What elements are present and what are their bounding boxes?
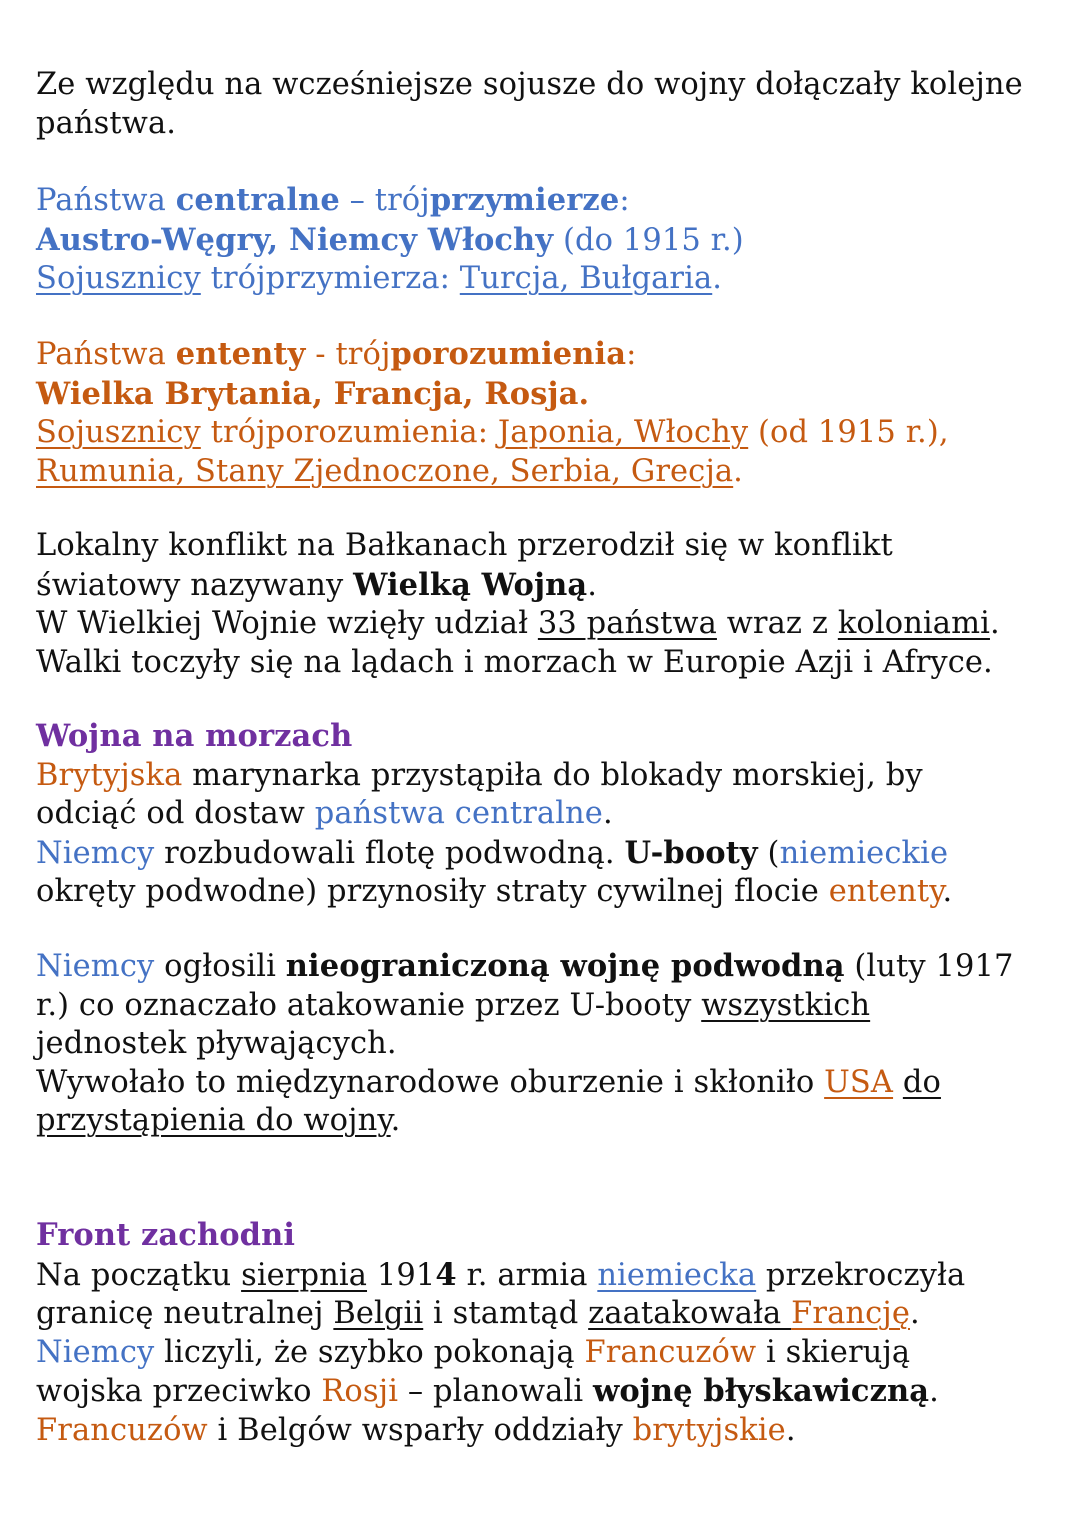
entente-term: ententy [175,336,306,372]
submarine-text: Wywołało to międzynarodowe oburzenie i skłoniło [36,1064,825,1100]
great-war-text: . [587,567,598,603]
u-boats-term: U-booty [624,834,758,871]
all-vessels-term: wszystkich [701,987,871,1023]
join-war-term: do [902,1064,941,1100]
russia-term: Rosji [321,1374,399,1409]
countries-count: 33 państwa [537,606,717,641]
sea-war-heading: Wojna na morzach [36,718,353,754]
central-text: – trój [339,183,430,218]
german-army-term: niemiecka [597,1257,757,1293]
triple-entente-term: porozumienia [390,336,627,372]
usa-term: USA [824,1064,894,1100]
submarine-text [893,1065,903,1100]
central-allies-text: trójprzymierza: [200,261,460,296]
great-war-term: Wielką Wojną [353,566,588,603]
central-allies-label: Sojusznicy [36,261,201,296]
entente-text: : [626,337,637,372]
french-term: Francuzów [36,1412,208,1448]
front-text: wojska przeciwko [36,1374,322,1409]
central-members-note: (do 1915 r.) [553,222,744,258]
front-text: liczyli, że szybko pokonają [154,1334,585,1370]
germany-term: Niemcy [36,1334,155,1370]
submarine-text: jednostek pływających. [36,1026,397,1061]
front-text: Na początku [36,1257,242,1293]
front-text: r. armia [456,1257,598,1293]
great-war-text: światowy nazywany [36,567,354,603]
attacked-term: zaatakowała [588,1296,792,1331]
front-text: – planowali [398,1374,593,1409]
great-war-paragraph [36,527,1046,682]
germany-term: Niemcy [36,949,155,984]
submarine-text: . [390,1103,401,1138]
front-text: i stamtąd [423,1296,589,1331]
entente-allies-end: . [733,453,743,489]
sea-war-text: okręty podwodne) przynosiły straty cywilnej flocie [36,874,829,909]
great-war-text: wraz z [716,606,838,641]
central-term: centralne [175,182,340,218]
front-text: . [785,1412,796,1448]
central-text: : [619,183,630,218]
intro-line-2: państwa. [36,105,177,141]
unrestricted-war-term: nieograniczoną wojnę podwodną [285,948,845,984]
german-term: niemieckie [779,835,949,871]
british-term: brytyjskie [632,1412,786,1448]
sea-war-text: odciąć od dostaw [36,796,315,831]
belgium-term: Belgii [333,1296,424,1331]
colonies-term: koloniami [837,606,990,641]
sea-war-text: marynarka przystąpiła do blokady morskiej, by [182,757,923,793]
central-powers-paragraph [36,181,1046,299]
front-text: . [910,1296,920,1331]
intro-line-1: Ze względu na wcześniejsze sojusze do wojny dołączały kolejne [36,67,1023,102]
british-term: Brytyjska [36,757,183,793]
front-text: . [929,1374,939,1409]
blitzkrieg-term: wojnę błyskawiczną [592,1373,930,1409]
join-war-term: przystąpienia do wojny [36,1103,391,1138]
intro-paragraph [36,66,1046,143]
great-war-line: Lokalny konflikt na Bałkanach przerodził się w konflikt [36,528,893,563]
entente-allies-text: trójporozumienia: [200,415,498,450]
august-term: sierpnia [241,1257,368,1293]
western-front-heading: Front zachodni [36,1217,296,1253]
submarine-war-paragraph [36,947,1046,1141]
entente-allies-label: Sojusznicy [36,415,201,450]
submarine-text: ogłosili [154,949,286,984]
central-text: Państwa [36,183,176,218]
western-front-paragraph [36,1216,1046,1450]
front-text: przekroczyła [756,1257,966,1293]
entente-text: Państwa [36,337,176,372]
triple-alliance-term: przymierze [429,182,620,218]
sea-war-text: . [942,874,953,909]
germany-term: Niemcy [36,835,155,871]
central-allies: Turcja, Bułgaria [459,261,713,296]
central-powers-term: państwa centralne [314,796,603,831]
entente-paragraph [36,335,1046,491]
great-war-text: W Wielkiej Wojnie wzięły udział [36,606,538,641]
front-text: 191 [367,1257,436,1293]
submarine-text: r.) co oznaczało atakowanie przez U-booty [36,987,702,1023]
french-term: Francuzów [584,1334,757,1370]
entente-term-ref: ententy [828,874,943,909]
year-digit: 4 [435,1256,457,1293]
entente-allies-note: (od 1915 r.), [748,415,949,450]
great-war-line: Walki toczyły się na lądach i morzach w Europie Azji i Afryce. [36,644,993,680]
front-text: i skierują [756,1334,911,1370]
front-text: granicę neutralnej [36,1296,334,1331]
france-term: Francję [791,1296,910,1331]
entente-text: - trój [305,337,391,372]
sea-war-paragraph [36,717,1046,912]
central-members: Austro-Węgry, Niemcy Włochy [36,221,554,258]
entente-members: Wielka Brytania, Francja, Rosja. [36,375,590,412]
front-text: i Belgów wsparły oddziały [207,1412,633,1448]
great-war-text: . [989,606,1000,641]
sea-war-text: rozbudowali flotę podwodną. [154,835,625,871]
entente-allies-2: Rumunia, Stany Zjednoczone, Serbia, Grecja [36,453,734,489]
sea-war-text: ( [757,835,780,871]
sea-war-text: . [602,796,613,831]
entente-allies-1: Japonia, Włochy [497,415,749,450]
central-allies-end: . [712,261,723,296]
submarine-text: (luty 1917 [844,949,1014,984]
